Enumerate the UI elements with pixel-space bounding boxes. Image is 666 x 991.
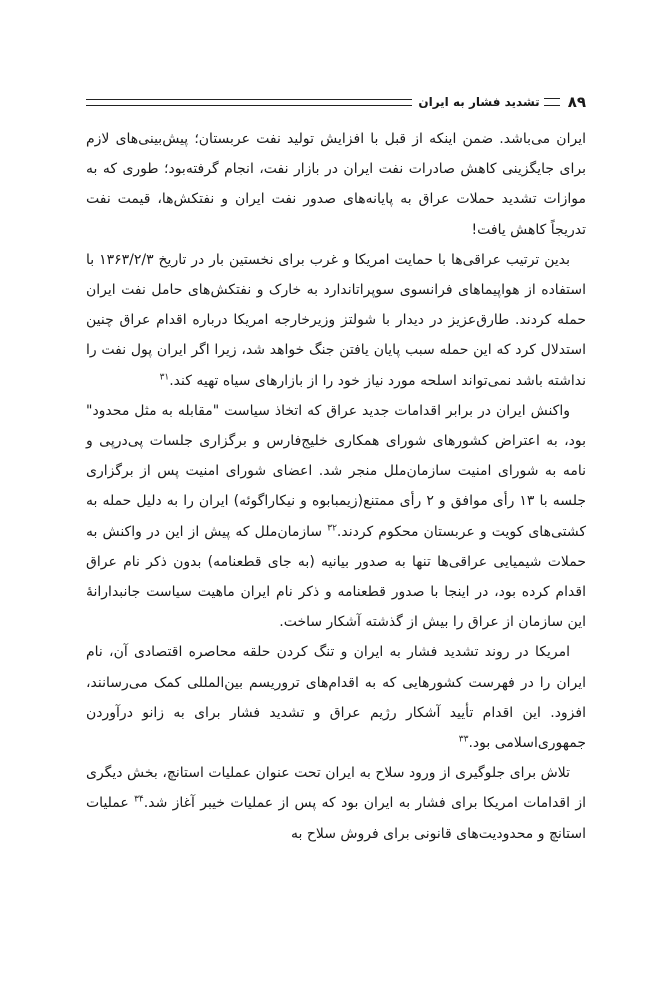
footnote-marker[interactable]: ۳۱ (159, 371, 170, 382)
paragraph-3 (86, 396, 586, 638)
paragraph-4 (86, 637, 586, 758)
paragraph-text-tail: سازمان‌ملل که پیش از این در واکنش به حملات شیمیایی عراقی‌ها تنها به صدور بیانیه (به جای قطعنامه) بدون ذکر نام عراق اقدام کرده بود، در اینجا با صدور قطعنامه و ذکر نام ایران ماهیت سیاست جانبدارانهٔ این سازمان از عراق را بیش از گذشته آشکار ساخت. (86, 523, 586, 631)
footnote-marker[interactable]: ۳۳ (458, 734, 469, 745)
footnote-marker[interactable]: ۳۴ (134, 794, 144, 805)
page-number: ۸۹ (567, 93, 586, 111)
paragraph-text: بدین ترتیب عراقی‌ها با حمایت امریکا و غرب برای نخستین بار در تاریخ ۱۳۶۳/۲/۳ با استفاده از هواپیماهای فرانسوی سوپراتاندارد به خارک و نفتکش‌های حامل نفت ایران حمله کردند. طارق‌عزیز در دیدار با شولتز وزیرخارجه امریکا درباره اقدام عراق چنین استدلال کرد که این حمله سبب پایان یافتن جنگ خواهد شد، زیرا اگر ایران پول نفت را نداشته باشد نمی‌تواند اسلحه مورد نیاز خود را از بازارهای سیاه تهیه کند. (86, 251, 586, 389)
paragraph-text: تلاش برای جلوگیری از ورود سلاح به ایران تحت عنوان عملیات استانچ، بخش دیگری از اقدامات امریکا برای فشار به ایران بود که پس از عملیات خیبر آغاز شد. (86, 765, 586, 812)
running-header (86, 92, 586, 112)
paragraph-1 (86, 124, 586, 245)
header-rule (86, 99, 412, 106)
paragraph-text: ایران می‌باشد. ضمن اینکه از قبل با افزایش تولید نفت عربستان؛ پیش‌بینی‌های لازم برای جایگزینی کاهش صادرات نفت ایران در بازار نفت، انجام گرفته‌بود؛ طوری که به موازات تشدید حملات عراق به پایانه‌های صدور نفت ایران و نفتکش‌ها، قیمت نفت تدریجاً کاهش یافت! (86, 131, 586, 238)
body-text (86, 124, 586, 849)
paragraph-2 (86, 245, 586, 396)
header-separator (544, 98, 560, 106)
paragraph-5 (86, 758, 586, 849)
paragraph-text: امریکا در روند تشدید فشار به ایران و تنگ کردن حلقه محاصره اقتصادی آن، نام ایران را در فهرست کشورهایی که به اقدام‌های تروریسم بین‌المللی کمک می‌رسانند، افزود. این اقدام تأیید آشکار رژیم عراق و تشدید فشار برای به زانو درآوردن جمهوری‌اسلامی بود. (86, 644, 586, 752)
paragraph-text: واکنش ایران در برابر اقدامات جدید عراق که اتخاذ سیاست "مقابله به مثل محدود" بود، به اعتراض کشورهای شورای همکاری خلیج‌فارس و برگزاری جلسات پی‌درپی و نامه به شورای امنیت سازمان‌ملل منجر شد. اعضای شورای امنیت پس از برگزاری جلسه با ۱۳ رأی موافق و ۲ رأی ممتنع(زیمبابوه و نیکاراگوئه) ایران را به دلیل حمله به کشتی‌های کویت و عربستان محکوم کردند. (86, 402, 586, 540)
chapter-title: تشدید فشار به ایران (418, 95, 540, 109)
footnote-marker[interactable]: ۳۲ (327, 522, 337, 533)
paragraph-text-tail: عملیات استانچ و محدودیت‌های قانونی برای فروش سلاح به (86, 795, 586, 842)
